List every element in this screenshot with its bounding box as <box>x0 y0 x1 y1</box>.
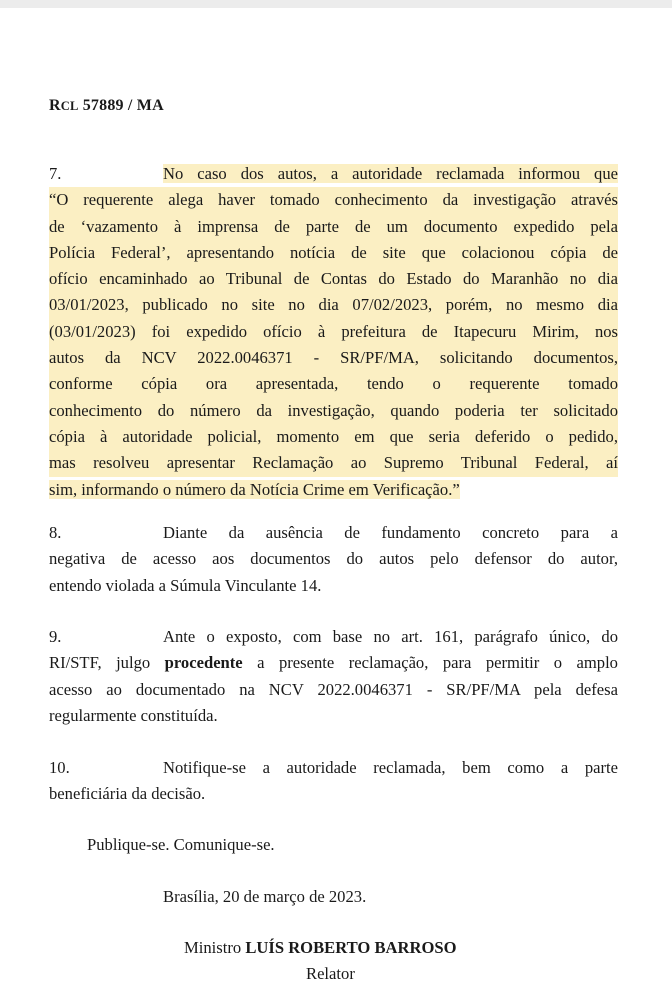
paragraph-line: acesso ao documentado na NCV 2022.0046371 - SR/PF/MA pela defesa <box>49 679 618 699</box>
quote-text: No caso dos autos, a autoridade reclamada informou que <box>163 164 618 183</box>
paragraph-number: 7. <box>49 164 62 183</box>
quote-line: “O requerente alega haver tomado conhecimento da investigação através <box>49 187 618 213</box>
paragraph-text: RI/STF, julgo <box>49 653 165 673</box>
date-line: Brasília, 20 de março de 2023. <box>163 887 367 906</box>
paragraph-text: a presente reclamação, para permitir o amplo <box>242 653 618 673</box>
quote-line: autos da NCV 2022.0046371 - SR/PF/MA, solicitando documentos, <box>49 345 618 371</box>
paragraph-text: Notifique-se a autoridade reclamada, bem como a parte <box>163 758 618 777</box>
signature-role: Relator <box>306 964 355 983</box>
quote-line: mas resolveu apresentar Reclamação ao Supremo Tribunal Federal, aí <box>49 450 618 476</box>
quote-line: ofício encaminhado ao Tribunal de Contas do Estado do Maranhão no dia <box>49 266 618 292</box>
case-prefix-rest: CL <box>60 99 79 113</box>
case-header <box>49 97 164 115</box>
paragraph-line: regularmente constituída. <box>49 705 218 725</box>
paragraph-text: Diante da ausência de fundamento concreto para a <box>163 523 618 542</box>
paragraph-line <box>49 520 618 546</box>
paragraph-line: beneficiária da decisão. <box>49 784 206 804</box>
quote-line-last <box>49 477 618 503</box>
paragraph-number: 8. <box>49 523 62 542</box>
paragraph-text: Ante o exposto, com base no art. 161, parágrafo único, do <box>163 627 618 646</box>
paragraph-9 <box>49 624 618 729</box>
closing-formula: Publique-se. Comunique-se. <box>87 835 275 854</box>
quote-line: (03/01/2023) foi expedido ofício à prefeitura de Itapecuru Mirim, nos <box>49 319 618 345</box>
quote-text: sim, informando o número da Notícia Crime em Verificação.” <box>49 479 460 499</box>
paragraph-line: negativa de acesso aos documentos do autos pelo defensor do autor, <box>49 549 618 569</box>
paragraph-7 <box>49 161 618 503</box>
signature-prefix: Ministro <box>184 938 246 957</box>
paragraph-number: 9. <box>49 627 62 646</box>
paragraph-line <box>49 755 618 781</box>
paragraph-line <box>49 650 618 676</box>
paragraph-line <box>49 161 618 187</box>
paragraph-8 <box>49 520 618 599</box>
signature-line <box>184 935 457 961</box>
quote-line: de ‘vazamento à imprensa de parte de um documento expedido pela <box>49 214 618 240</box>
paragraph-number: 10. <box>49 758 70 777</box>
signature-name: LUÍS ROBERTO BARROSO <box>245 938 457 957</box>
case-number: 57889 / MA <box>78 97 164 114</box>
paragraph-10 <box>49 755 618 808</box>
paragraph-line: entendo violada a Súmula Vinculante 14. <box>49 575 322 595</box>
ruling-word: procedente <box>164 653 243 673</box>
top-band <box>0 0 672 8</box>
quote-line: Polícia Federal’, apresentando notícia de site que colacionou cópia de <box>49 240 618 266</box>
quote-line: conhecimento do número da investigação, quando poderia ter solicitado <box>49 398 618 424</box>
quote-line: cópia à autoridade policial, momento em que seria deferido o pedido, <box>49 424 618 450</box>
paragraph-line <box>49 624 618 650</box>
quote-line: conforme cópia ora apresentada, tendo o requerente tomado <box>49 371 618 397</box>
case-prefix-initial: R <box>49 97 61 114</box>
quote-line: 03/01/2023, publicado no site no dia 07/02/2023, porém, no mesmo dia <box>49 292 618 318</box>
